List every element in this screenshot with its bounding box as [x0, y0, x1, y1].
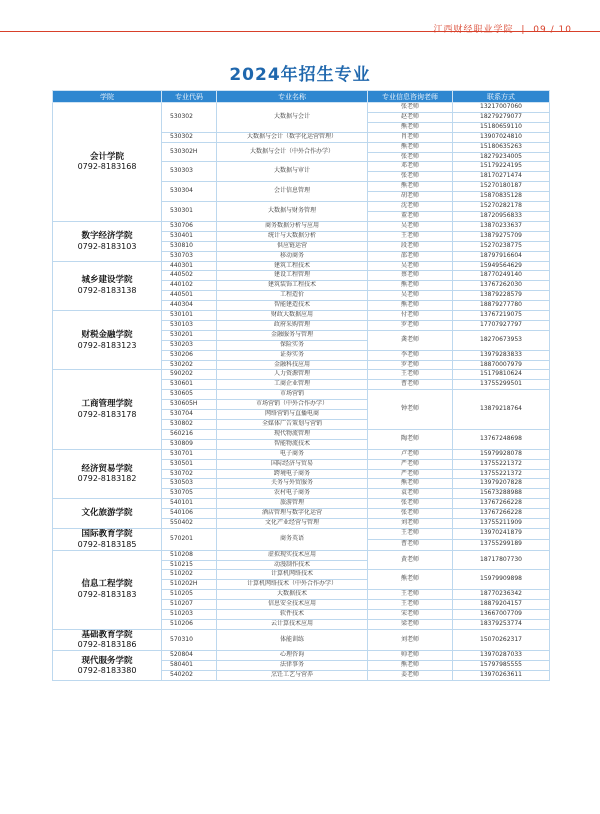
major-code: 530605H	[162, 400, 217, 410]
major-code: 530302	[162, 103, 217, 133]
teacher-name: 罗老师	[368, 320, 453, 330]
college-name: 信息工程学院	[81, 579, 133, 590]
major-code: 530401	[162, 231, 217, 241]
teacher-phone: 17707927797	[453, 320, 550, 330]
teacher-name: 严老师	[368, 469, 453, 479]
major-name: 金融科技应用	[217, 360, 368, 370]
table-row	[53, 651, 550, 661]
major-code: 530501	[162, 459, 217, 469]
major-name: 供应链运营	[217, 241, 368, 251]
teacher-phone: 13767266228	[453, 509, 550, 519]
college-phone: 0792-8183168	[77, 162, 137, 172]
teacher-name: 严老师	[368, 459, 453, 469]
major-name: 关务与外贸服务	[217, 479, 368, 489]
major-name: 建筑装饰工程技术	[217, 281, 368, 291]
major-name: 金融服务与管理	[217, 330, 368, 340]
major-name: 会计信息管理	[217, 182, 368, 202]
teacher-name: 邵老师	[368, 251, 453, 261]
major-name: 智能建造技术	[217, 301, 368, 311]
teacher-phone: 15979909898	[453, 570, 550, 590]
major-code: 530701	[162, 449, 217, 459]
teacher-phone: 13755221372	[453, 469, 550, 479]
teacher-phone: 13755299501	[453, 380, 550, 390]
teacher-name: 王老师	[368, 590, 453, 600]
teacher-name: 王老师	[368, 528, 453, 539]
teacher-phone: 13970287033	[453, 651, 550, 661]
major-name: 工程造价	[217, 291, 368, 301]
page-title: 2024年招生专业	[229, 65, 371, 85]
college-name: 会计学院	[89, 151, 124, 162]
teacher-name: 张老师	[368, 152, 453, 162]
major-name: 工商企业管理	[217, 380, 368, 390]
teacher-phone: 13870233637	[453, 221, 550, 231]
college-name: 文化旅游学院	[81, 508, 133, 519]
major-code: 570310	[162, 629, 217, 651]
college-name: 现代服务学院	[81, 655, 133, 666]
teacher-phone: 15673288988	[453, 489, 550, 499]
table-row	[53, 528, 550, 539]
col-header-teacher: 专业信息咨询老师	[368, 91, 453, 103]
teacher-name: 董老师	[368, 211, 453, 221]
major-name: 虚拟现实技术应用	[217, 550, 368, 560]
teacher-phone: 18879204157	[453, 600, 550, 610]
teacher-phone: 13767262030	[453, 281, 550, 291]
teacher-name: 宋老师	[368, 610, 453, 620]
teacher-phone: 13767219075	[453, 311, 550, 321]
major-name: 烹饪工艺与营养	[217, 671, 368, 681]
major-name: 财政大数据应用	[217, 311, 368, 321]
college-cell	[53, 528, 162, 550]
major-name: 智能物流技术	[217, 439, 368, 449]
major-name: 政府采购管理	[217, 320, 368, 330]
college-name: 数字经济学院	[81, 230, 133, 241]
major-code: 530810	[162, 241, 217, 251]
teacher-phone: 18270673953	[453, 330, 550, 350]
teacher-phone: 15179810624	[453, 370, 550, 380]
teacher-phone: 18770249140	[453, 271, 550, 281]
teacher-name: 袁老师	[368, 489, 453, 499]
major-code: 530704	[162, 410, 217, 420]
teacher-phone: 15179224195	[453, 162, 550, 172]
teacher-name: 熊老师	[368, 661, 453, 671]
major-code: 570201	[162, 528, 217, 550]
college-phone: 0792-8183178	[77, 409, 137, 419]
teacher-phone: 18879277780	[453, 301, 550, 311]
college-phone: 0792-8183185	[77, 539, 137, 549]
table-row	[53, 103, 550, 113]
major-name: 大数据与会计（数字化运营管理）	[217, 132, 368, 142]
teacher-phone: 18797916604	[453, 251, 550, 261]
major-code: 510202	[162, 570, 217, 580]
teacher-name: 熊老师	[368, 142, 453, 152]
table-row	[53, 261, 550, 271]
college-phone: 0792-8183182	[77, 474, 137, 484]
major-code: 530702	[162, 469, 217, 479]
teacher-phone: 18770236342	[453, 590, 550, 600]
teacher-phone: 15270282178	[453, 202, 550, 212]
major-code: 530703	[162, 251, 217, 261]
teacher-name: 黄老师	[368, 550, 453, 570]
college-cell	[53, 261, 162, 311]
college-name: 工商管理学院	[81, 399, 133, 410]
table-row	[53, 499, 550, 509]
teacher-name: 段老师	[368, 241, 453, 251]
teacher-name: 曹老师	[368, 539, 453, 550]
teacher-name: 姜老师	[368, 671, 453, 681]
college-cell	[53, 499, 162, 529]
major-code: 530601	[162, 380, 217, 390]
major-code: 530503	[162, 479, 217, 489]
teacher-name: 赵老师	[368, 112, 453, 122]
major-code: 560216	[162, 429, 217, 439]
teacher-phone: 18379253774	[453, 619, 550, 629]
college-cell	[53, 449, 162, 499]
major-code: 530802	[162, 420, 217, 430]
major-code: 440304	[162, 301, 217, 311]
major-code: 440502	[162, 271, 217, 281]
major-name: 大数据与审计	[217, 162, 368, 182]
col-header-college: 学院	[53, 91, 162, 103]
teacher-name: 沈老师	[368, 202, 453, 212]
major-name: 建筑工程技术	[217, 261, 368, 271]
college-name: 国际教育学院	[81, 528, 133, 539]
major-name: 农村电子商务	[217, 489, 368, 499]
major-name: 软件技术	[217, 610, 368, 620]
col-header-major: 专业名称	[217, 91, 368, 103]
major-code: 530304	[162, 182, 217, 202]
college-name: 基础教育学院	[81, 629, 133, 640]
teacher-phone: 13879275709	[453, 231, 550, 241]
college-cell	[53, 221, 162, 261]
major-name: 网络营销与直播电商	[217, 410, 368, 420]
major-code: 530206	[162, 350, 217, 360]
major-name: 大数据与财务管理	[217, 202, 368, 222]
teacher-phone: 15270238775	[453, 241, 550, 251]
major-name: 文化产业经营与管理	[217, 519, 368, 529]
college-phone: 0792-8183138	[77, 286, 137, 296]
teacher-name: 张老师	[368, 103, 453, 113]
major-code: 540101	[162, 499, 217, 509]
teacher-phone: 18720956833	[453, 211, 550, 221]
majors-table	[52, 90, 550, 681]
major-code: 510207	[162, 600, 217, 610]
major-name: 大数据技术	[217, 590, 368, 600]
teacher-phone: 13907024810	[453, 132, 550, 142]
table-row	[53, 311, 550, 321]
teacher-phone: 13879218764	[453, 390, 550, 430]
major-code: 530303	[162, 162, 217, 182]
college-cell	[53, 651, 162, 681]
teacher-phone: 15180659110	[453, 122, 550, 132]
teacher-name: 梁老师	[368, 619, 453, 629]
major-code: 540106	[162, 509, 217, 519]
major-name: 云计算技术应用	[217, 619, 368, 629]
major-name: 移动商务	[217, 251, 368, 261]
college-cell	[53, 103, 162, 222]
major-code: 530302H	[162, 142, 217, 162]
teacher-phone: 13217007060	[453, 103, 550, 113]
college-phone: 0792-8183380	[77, 666, 137, 676]
teacher-phone: 13970241879	[453, 528, 550, 539]
table-body	[53, 103, 550, 681]
teacher-name: 王老师	[368, 231, 453, 241]
teacher-phone: 13979283833	[453, 350, 550, 360]
college-name: 财税金融学院	[81, 329, 133, 340]
major-name: 国际经济与贸易	[217, 459, 368, 469]
col-header-code: 专业代码	[162, 91, 217, 103]
college-cell	[53, 550, 162, 629]
teacher-name: 张老师	[368, 499, 453, 509]
teacher-name: 邓老师	[368, 162, 453, 172]
major-name: 人力资源管理	[217, 370, 368, 380]
major-code: 530705	[162, 489, 217, 499]
teacher-name: 张老师	[368, 509, 453, 519]
major-code: 510203	[162, 610, 217, 620]
college-phone: 0792-8183123	[77, 340, 137, 350]
teacher-name: 张老师	[368, 172, 453, 182]
teacher-name: 吴老师	[368, 261, 453, 271]
teacher-phone: 15797985555	[453, 661, 550, 671]
teacher-name: 熊老师	[368, 570, 453, 590]
teacher-phone: 13767248698	[453, 429, 550, 449]
college-phone: 0792-8183186	[77, 640, 137, 650]
major-code: 530302	[162, 132, 217, 142]
teacher-name: 龚老师	[368, 330, 453, 350]
teacher-name: 刘老师	[368, 629, 453, 651]
table-row	[53, 370, 550, 380]
major-code: 510208	[162, 550, 217, 560]
college-cell	[53, 370, 162, 449]
major-name: 统计与大数据分析	[217, 231, 368, 241]
college-name: 经济贸易学院	[81, 463, 133, 474]
major-code: 550402	[162, 519, 217, 529]
major-code: 510202H	[162, 580, 217, 590]
major-code: 530103	[162, 320, 217, 330]
teacher-phone: 13755211909	[453, 519, 550, 529]
teacher-phone: 13667007709	[453, 610, 550, 620]
page-header	[433, 22, 572, 35]
major-code: 530203	[162, 340, 217, 350]
teacher-phone: 18279234005	[453, 152, 550, 162]
teacher-name: 胡老师	[368, 192, 453, 202]
teacher-phone: 15070262317	[453, 629, 550, 651]
major-name: 全媒体广告策划与营销	[217, 420, 368, 430]
major-code: 440102	[162, 281, 217, 291]
major-name: 商务数据分析与应用	[217, 221, 368, 231]
college-cell	[53, 629, 162, 651]
teacher-name: 陶老师	[368, 429, 453, 449]
college-name: 城乡建设学院	[81, 275, 133, 286]
major-code: 440301	[162, 261, 217, 271]
teacher-phone: 18279279077	[453, 112, 550, 122]
major-name: 旅游管理	[217, 499, 368, 509]
major-name: 商务英语	[217, 528, 368, 550]
major-name: 证券实务	[217, 350, 368, 360]
teacher-name: 罗老师	[368, 360, 453, 370]
major-name: 大数据与会计（中外合作办学）	[217, 142, 368, 162]
teacher-phone: 15979928078	[453, 449, 550, 459]
teacher-phone: 15870835128	[453, 192, 550, 202]
teacher-name: 王老师	[368, 600, 453, 610]
major-name: 跨境电子商务	[217, 469, 368, 479]
teacher-phone: 13755299189	[453, 539, 550, 550]
teacher-name: 卢老师	[368, 449, 453, 459]
teacher-phone: 18870007979	[453, 360, 550, 370]
page-total: 10	[558, 25, 572, 35]
teacher-name: 熊老师	[368, 122, 453, 132]
major-code: 520804	[162, 651, 217, 661]
major-name: 信息安全技术应用	[217, 600, 368, 610]
major-code: 530301	[162, 202, 217, 222]
major-code: 510215	[162, 560, 217, 570]
table-row	[53, 449, 550, 459]
teacher-name: 帅老师	[368, 651, 453, 661]
major-name: 现代物流管理	[217, 429, 368, 439]
teacher-name: 蔡老师	[368, 271, 453, 281]
major-name: 计算机网络技术（中外合作办学）	[217, 580, 368, 590]
major-name: 计算机网络技术	[217, 570, 368, 580]
major-name: 市场营销	[217, 390, 368, 400]
table-row	[53, 221, 550, 231]
teacher-name: 付老师	[368, 311, 453, 321]
major-code: 580401	[162, 661, 217, 671]
page-number: 09	[533, 25, 547, 35]
college-cell	[53, 311, 162, 370]
major-name: 心理咨询	[217, 651, 368, 661]
teacher-name: 熊老师	[368, 301, 453, 311]
major-name: 体能训练	[217, 629, 368, 651]
major-name: 保险实务	[217, 340, 368, 350]
teacher-phone: 18717807730	[453, 550, 550, 570]
college-phone: 0792-8183103	[77, 241, 137, 251]
page-slash: /	[550, 25, 555, 35]
major-code: 540202	[162, 671, 217, 681]
major-code: 590202	[162, 370, 217, 380]
teacher-name: 曹老师	[368, 380, 453, 390]
major-name: 酒店管理与数字化运营	[217, 509, 368, 519]
teacher-phone: 13970263611	[453, 671, 550, 681]
major-name: 法律事务	[217, 661, 368, 671]
teacher-name: 熊老师	[368, 281, 453, 291]
major-code: 530605	[162, 390, 217, 400]
major-code: 510205	[162, 590, 217, 600]
major-name: 电子商务	[217, 449, 368, 459]
teacher-phone: 15180635263	[453, 142, 550, 152]
teacher-name: 钟老师	[368, 390, 453, 430]
table-row	[53, 550, 550, 560]
table-header-row	[53, 91, 550, 103]
teacher-name: 熊老师	[368, 479, 453, 489]
teacher-phone: 13979207828	[453, 479, 550, 489]
teacher-phone: 18170271474	[453, 172, 550, 182]
major-name: 动漫制作技术	[217, 560, 368, 570]
teacher-phone: 13879228579	[453, 291, 550, 301]
major-name: 市场营销（中外合作办学）	[217, 400, 368, 410]
col-header-phone: 联系方式	[453, 91, 550, 103]
table-row	[53, 629, 550, 651]
header-divider: |	[521, 25, 526, 35]
major-code: 530809	[162, 439, 217, 449]
teacher-name: 肖老师	[368, 132, 453, 142]
major-code: 530202	[162, 360, 217, 370]
teacher-name: 吴老师	[368, 291, 453, 301]
teacher-name: 吴老师	[368, 221, 453, 231]
college-phone: 0792-8183183	[77, 590, 137, 600]
teacher-phone: 13767266228	[453, 499, 550, 509]
teacher-name: 熊老师	[368, 182, 453, 192]
teacher-name: 李老师	[368, 350, 453, 360]
major-name: 建设工程管理	[217, 271, 368, 281]
major-name: 大数据与会计	[217, 103, 368, 133]
school-name: 江西财经职业学院	[433, 25, 514, 35]
teacher-name: 刘老师	[368, 519, 453, 529]
major-code: 530101	[162, 311, 217, 321]
major-code: 530201	[162, 330, 217, 340]
teacher-name: 王老师	[368, 370, 453, 380]
major-code: 440501	[162, 291, 217, 301]
teacher-phone: 15949564629	[453, 261, 550, 271]
major-code: 510206	[162, 619, 217, 629]
major-code: 530706	[162, 221, 217, 231]
teacher-phone: 13755221372	[453, 459, 550, 469]
teacher-phone: 15270180187	[453, 182, 550, 192]
